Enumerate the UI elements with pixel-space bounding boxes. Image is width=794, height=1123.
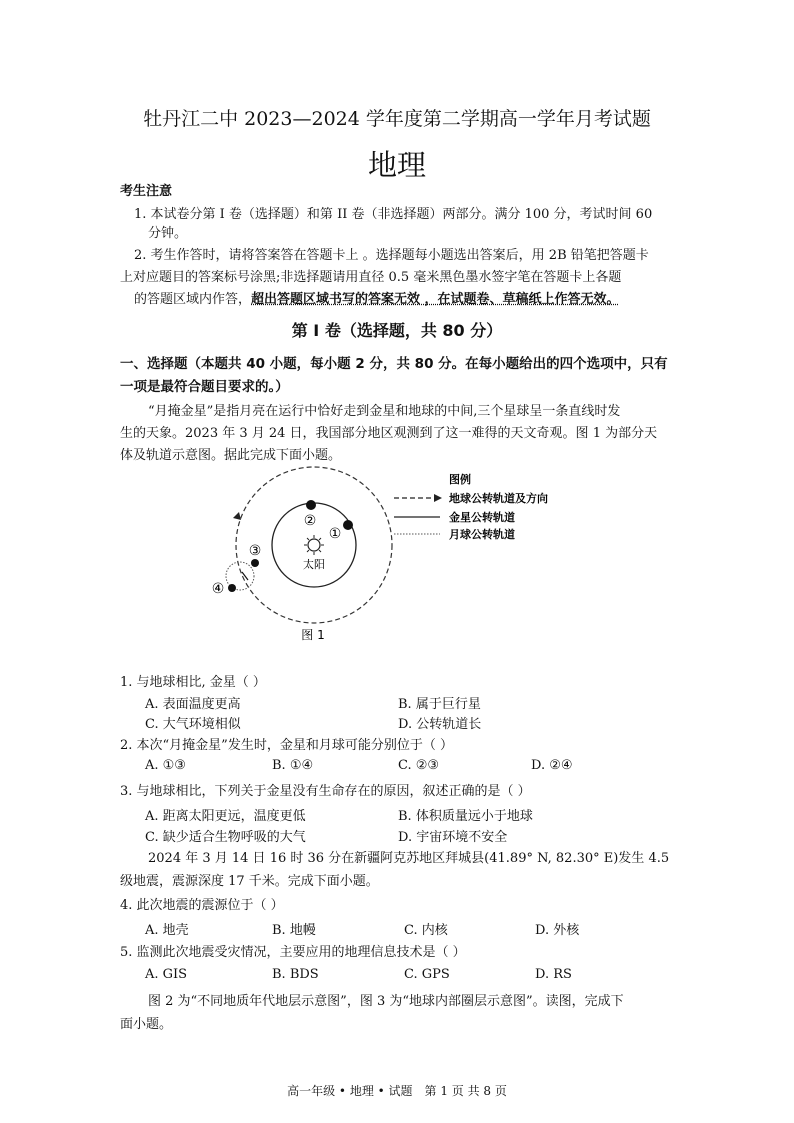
mark-4: ④ [211, 581, 225, 597]
moon-dot-4 [228, 584, 236, 592]
question-5-option-b: B. BDS [272, 967, 319, 982]
legend-moon: 月球公转轨道 [449, 528, 515, 541]
orbit-direction-arrow-icon [233, 512, 241, 520]
legend-arrow-icon [434, 494, 442, 502]
mark-3: ③ [248, 543, 262, 559]
question-1-option-c: C. 大气环境相似 [145, 717, 241, 732]
notice-item-2-cont: 上对应题目的答案标号涂黑;非选择题请用直径 0.5 毫米黑色墨水签字笔在答题卡上各题 [120, 270, 622, 285]
notice-heading: 考生注意 [120, 184, 173, 199]
part1-title: 第 I 卷（选择题，共 80 分） [291, 321, 503, 340]
notice-item-2: 2. 考生作答时，请将答案答在答题卡上 。选择题每小题选出答案后，用 2B 铅笔把答题卡 [134, 248, 649, 263]
figure1-caption: 图 1 [301, 628, 325, 642]
passage3-line2: 面小题。 [120, 1017, 173, 1032]
passage1-line1: “月掩金星”是指月亮在运行中恰好走到金星和地球的中间,三个星球呈一条直线时发 [148, 404, 621, 419]
legend-earth: 地球公转轨道及方向 [449, 492, 548, 505]
page-footer: 高一年级 • 地理 • 试题 第 1 页 共 8 页 [287, 1084, 507, 1098]
passage1-line3: 体及轨道示意图。据此完成下面小题。 [120, 448, 342, 463]
sun-icon [304, 535, 324, 555]
exam-title: 牡丹江二中 2023—2024 学年度第二学期高一学年月考试题 [143, 108, 651, 130]
passage3-line1: 图 2 为“不同地质年代地层示意图”，图 3 为“地球内部圈层示意图”。读图，完成下 [148, 994, 624, 1009]
question-4-option-a: A. 地壳 [145, 923, 189, 938]
question-2-option-b: B. ①④ [272, 758, 314, 773]
venus-dot-1 [343, 520, 353, 530]
passage2-line2: 级地震，震源深度 17 千米。完成下面小题。 [120, 874, 379, 889]
legend-venus: 金星公转轨道 [449, 511, 515, 524]
notice-item-2-text: 的答题区域内作答， [134, 292, 252, 307]
mark-1: ① [328, 526, 342, 542]
question-3-option-d: D. 宇宙环境不安全 [398, 830, 508, 845]
venus-dot-2 [306, 500, 316, 510]
question-3-option-a: A. 距离太阳更远，温度更低 [145, 809, 306, 824]
question-5-option-a: A. GIS [145, 967, 188, 982]
legend-title: 图例 [449, 473, 471, 486]
question-2-stem: 2. 本次“月掩金星”发生时，金星和月球可能分别位于（ ） [120, 738, 453, 753]
notice-item-2-cont2 [134, 288, 620, 307]
question-5-stem: 5. 监测此次地震受灾情况，主要应用的地理信息技术是（ ） [120, 945, 466, 960]
sun-label: 太阳 [303, 558, 325, 571]
question-4-option-b: B. 地幔 [272, 923, 316, 938]
question-2-option-d: D. ②④ [531, 758, 573, 773]
subject-title: 地理 [367, 148, 426, 182]
earth-dot [251, 559, 259, 567]
question-2-option-a: A. ①③ [145, 758, 186, 773]
question-4-option-c: C. 内核 [404, 923, 448, 938]
notice-item-1: 1. 本试卷分第 I 卷（选择题）和第 II 卷（非选择题）两部分。满分 100 分，考试时间 60 [134, 207, 653, 222]
figure1-diagram [196, 462, 576, 652]
notice-item-1-cont: 分钟。 [148, 226, 188, 241]
question-4-option-d: D. 外核 [535, 923, 580, 938]
question-1-option-b: B. 属于巨行星 [398, 697, 481, 712]
section-heading-cont: 一项是最符合题目要求的。） [120, 379, 289, 395]
question-4-stem: 4. 此次地震的震源位于（ ） [120, 898, 284, 913]
question-3-stem: 3. 与地球相比，下列关于金星没有生命存在的原因，叙述正确的是（ ） [120, 784, 531, 799]
question-5-option-c: C. GPS [404, 967, 450, 982]
notice-warning: 超出答题区域书写的答案无效 ，在试题卷、草稿纸上作答无效。 [251, 292, 620, 307]
passage1-line2: 生的天象。2023 年 3 月 24 日，我国部分地区观测到了这一难得的天文奇观。图 1 为部分天 [120, 426, 658, 441]
question-1-option-a: A. 表面温度更高 [145, 697, 241, 712]
question-1-stem: 1. 与地球相比, 金星（ ） [120, 675, 266, 690]
question-1-option-d: D. 公转轨道长 [398, 717, 482, 732]
question-2-option-c: C. ②③ [398, 758, 440, 773]
mark-2: ② [303, 513, 317, 529]
section-heading: 一、选择题（本题共 40 小题，每小题 2 分，共 80 分。在每小题给出的四个选项中，只有 [120, 356, 668, 372]
passage2-line1: 2024 年 3 月 14 日 16 时 36 分在新疆阿克苏地区拜城县(41.89° N, 82.30° E)发生 4.5 [148, 851, 670, 866]
question-5-option-d: D. RS [535, 967, 572, 982]
question-3-option-b: B. 体积质量远小于地球 [398, 809, 533, 824]
question-3-option-c: C. 缺少适合生物呼吸的大气 [145, 830, 306, 845]
